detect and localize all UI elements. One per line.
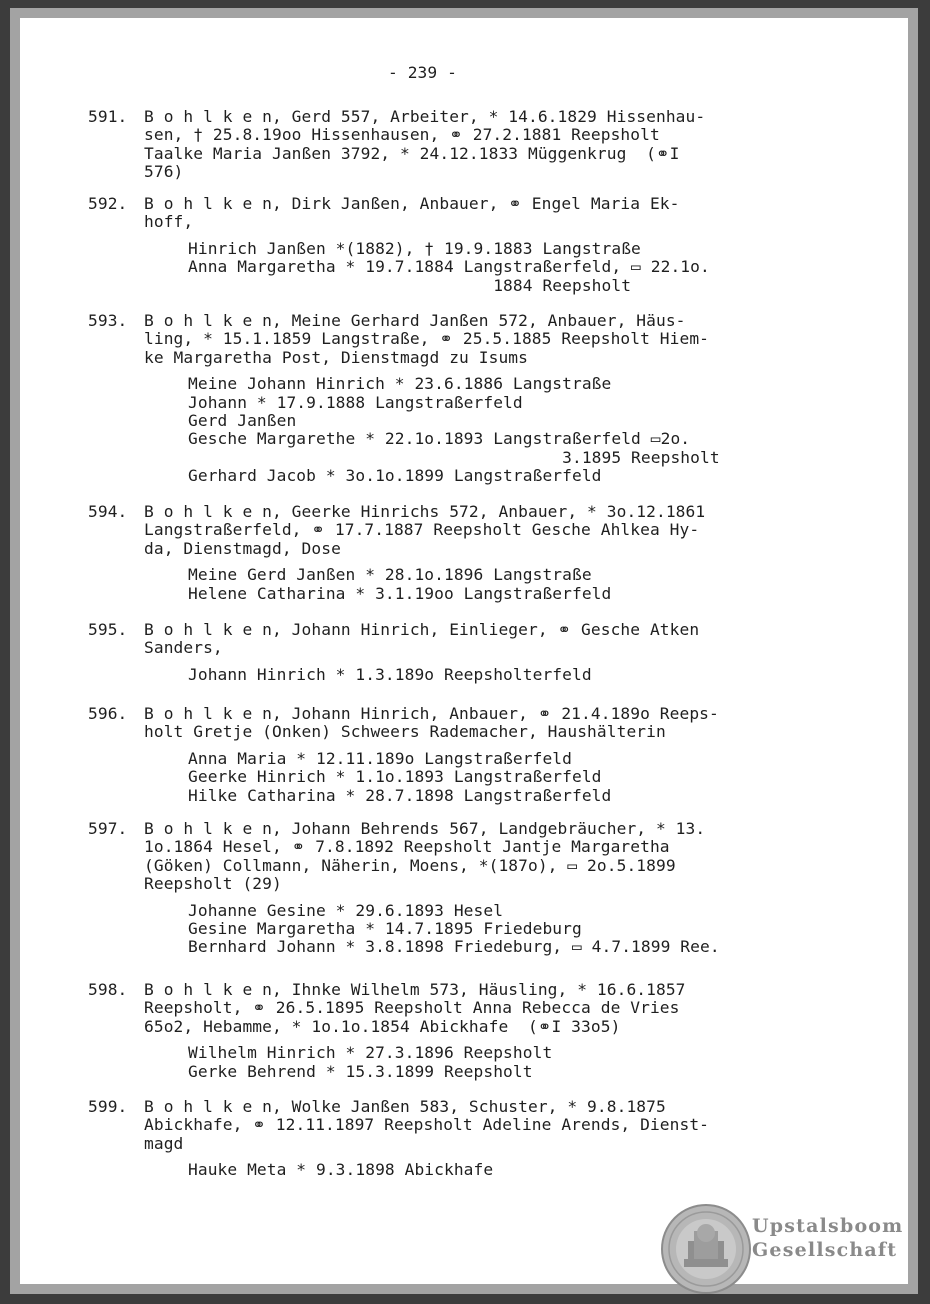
wordmark-line-1: Upstalsboom <box>752 1215 904 1237</box>
entry-line: B o h l k e n, Geerke Hinrichs 572, Anbauer, * 3o.12.1861 <box>144 502 706 521</box>
society-wordmark <box>752 1214 904 1262</box>
entry-line: Langstraßerfeld, ⚭ 17.7.1887 Reepsholt Gesche Ahlkea Hy- <box>144 520 700 540</box>
child-line: Bernhard Johann * 3.8.1898 Friedeburg, ▭ 4.7.1899 Ree. <box>188 937 720 957</box>
child-line: Hilke Catharina * 28.7.1898 Langstraßerfeld <box>188 785 612 805</box>
child-line: Anna Margaretha * 19.7.1884 Langstraßerfeld, ▭ 22.1o. <box>188 257 710 277</box>
entry-line: hoff, <box>144 212 194 232</box>
child-line: Johanne Gesine * 29.6.1893 Hesel <box>188 900 504 920</box>
child-line: Gesine Margaretha * 14.7.1895 Friedeburg <box>188 919 582 938</box>
entry-line: Sanders, <box>144 638 223 658</box>
society-seal-logo <box>660 1203 752 1295</box>
entry-number: 598. <box>88 980 128 999</box>
entry-line: ke Margaretha Post, Dienstmagd zu Isums <box>144 347 528 367</box>
entry-line: B o h l k e n, Wolke Janßen 583, Schuster, * 9.8.1875 <box>144 1097 666 1116</box>
entry-line: B o h l k e n, Johann Hinrich, Einlieger, ⚭ Gesche Atken <box>144 620 700 639</box>
child-line: Gerhard Jacob * 3o.1o.1899 Langstraßerfeld <box>188 466 602 486</box>
child-line: 3.1895 Reepsholt <box>188 447 720 467</box>
entry-line: magd <box>144 1133 184 1153</box>
entry-line: B o h l k e n, Johann Hinrich, Anbauer, ⚭ 21.4.189o Reeps- <box>144 704 719 723</box>
child-line: Helene Catharina * 3.1.19oo Langstraßerfeld <box>188 583 612 603</box>
entry-line: B o h l k e n, Meine Gerhard Janßen 572, Anbauer, Häus- <box>144 311 686 330</box>
entry-line: sen, † 25.8.19oo Hissenhausen, ⚭ 27.2.1881 Reepsholt <box>144 125 660 145</box>
child-line: Meine Johann Hinrich * 23.6.1886 Langstraße <box>188 374 612 394</box>
wordmark-line-2: Gesellschaft <box>752 1239 898 1261</box>
child-line: 1884 Reepsholt <box>188 275 632 295</box>
entry-line: Reepsholt, ⚭ 26.5.1895 Reepsholt Anna Rebecca de Vries <box>144 998 680 1018</box>
entry-line: Reepsholt (29) <box>144 874 282 894</box>
child-line: Johann Hinrich * 1.3.189o Reepsholterfeld <box>188 664 592 684</box>
entry-line: da, Dienstmagd, Dose <box>144 538 341 558</box>
entry-line: B o h l k e n, Johann Behrends 567, Landgebräucher, * 13. <box>144 819 706 838</box>
entry-line: (Göken) Collmann, Näherin, Moens, *(187o), ▭ 2o.5.1899 <box>144 855 676 875</box>
page-number: - 239 - <box>388 63 457 82</box>
child-line: Anna Maria * 12.11.189o Langstraßerfeld <box>188 748 572 768</box>
entry-line: B o h l k e n, Dirk Janßen, Anbauer, ⚭ Engel Maria Ek- <box>144 194 680 213</box>
child-line: Meine Gerd Janßen * 28.1o.1896 Langstraße <box>188 565 592 585</box>
child-line: Gerke Behrend * 15.3.1899 Reepsholt <box>188 1061 533 1081</box>
entry-line: ling, * 15.1.1859 Langstraße, ⚭ 25.5.1885 Reepsholt Hiem- <box>144 329 710 349</box>
entry-line: Abickhafe, ⚭ 12.11.1897 Reepsholt Adeline Arends, Dienst- <box>144 1115 710 1135</box>
entry-line: B o h l k e n, Ihnke Wilhelm 573, Häusling, * 16.6.1857 <box>144 980 686 999</box>
entry-number: 599. <box>88 1097 128 1116</box>
entry-line: 1o.1864 Hesel, ⚭ 7.8.1892 Reepsholt Jantje Margaretha <box>144 837 670 857</box>
entry-number: 597. <box>88 819 128 838</box>
entry-number: 595. <box>88 620 128 639</box>
child-line: Geerke Hinrich * 1.1o.1893 Langstraßerfeld <box>188 767 602 787</box>
document-page <box>20 18 908 1284</box>
child-line: Gerd Janßen <box>188 411 297 430</box>
child-line: Johann * 17.9.1888 Langstraßerfeld <box>188 392 523 412</box>
entry-line: 65o2, Hebamme, * 1o.1o.1854 Abickhafe (⚭I 33o5) <box>144 1016 621 1036</box>
entry-line: Taalke Maria Janßen 3792, * 24.12.1833 Müggenkrug (⚭I <box>144 143 680 163</box>
child-line: Hinrich Janßen *(1882), † 19.9.1883 Langstraße <box>188 238 641 258</box>
child-line: Wilhelm Hinrich * 27.3.1896 Reepsholt <box>188 1043 553 1063</box>
entry-number: 596. <box>88 704 128 723</box>
entry-line: holt Gretje (Onken) Schweers Rademacher, Haushälterin <box>144 722 666 742</box>
entry-number: 594. <box>88 502 128 521</box>
entry-number: 592. <box>88 194 128 213</box>
child-line: Gesche Margarethe * 22.1o.1893 Langstraßerfeld ▭2o. <box>188 429 691 449</box>
entry-line: B o h l k e n, Gerd 557, Arbeiter, * 14.6.1829 Hissenhau- <box>144 107 706 126</box>
entry-number: 591. <box>88 107 128 126</box>
entry-line: 576) <box>144 162 184 182</box>
entry-number: 593. <box>88 311 128 330</box>
child-line: Hauke Meta * 9.3.1898 Abickhafe <box>188 1160 494 1180</box>
